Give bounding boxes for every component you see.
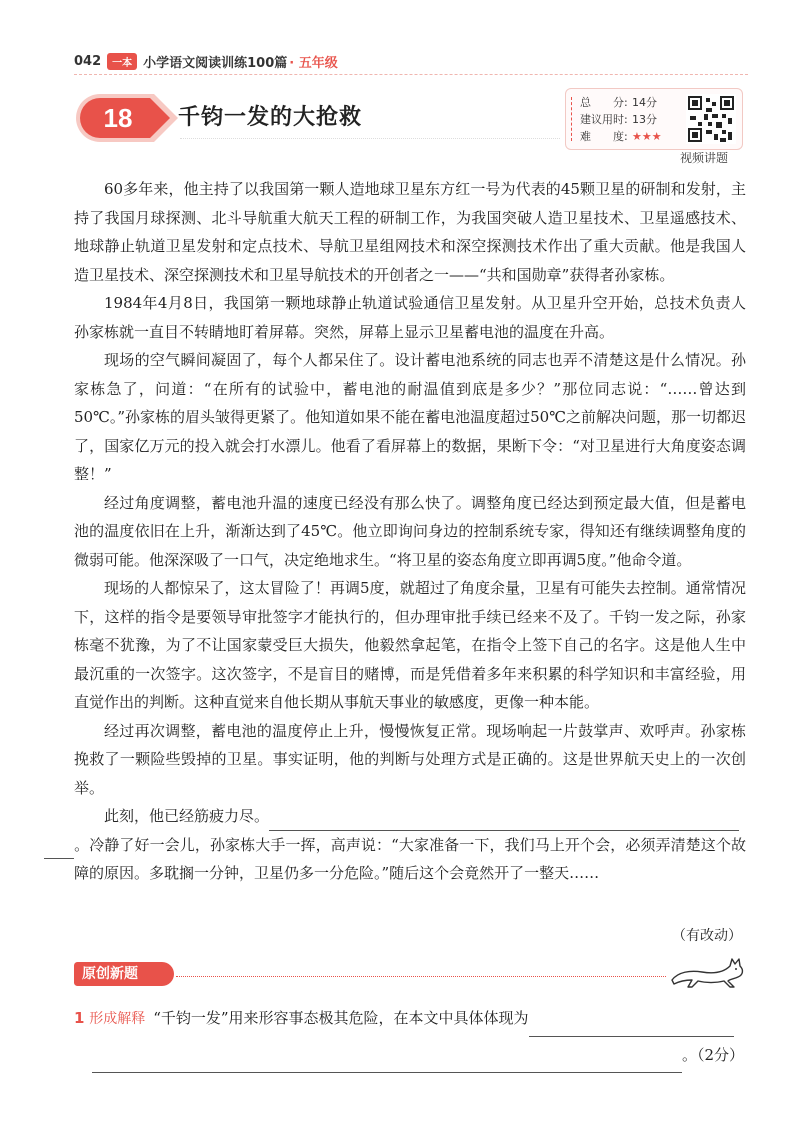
series-title: 小学语文阅读训练100篇 <box>143 55 288 71</box>
title-underline <box>180 138 560 139</box>
article-paragraph: 1984年4月8日，我国第一颗地球静止轨道试验通信卫星发射。从卫星升空开始，总技术负责人孙家栋就一直目不转睛地盯着屏幕。突然，屏幕上显示卫星蓄电池的温度在升高。 <box>74 294 746 341</box>
answer-blank-line[interactable] <box>529 1018 734 1037</box>
info-box <box>565 88 743 150</box>
article-paragraph: 现场的人都惊呆了，这太冒险了！再调5度，就超过了角度余量，卫星有可能失去控制。通常情况下，这样的指令是要领导审批签字才能执行的，但办理审批手续已经来不及了。千钧一发之际，孙家栋毫不犹豫，为了不让国家蒙受巨大损失，他毅然拿起笔，在指令上签下自己的名字。这是他人生中最沉重的一次签字。这次签字，不是盲目的赌博，而是凭借着多年来积累的科学知识和丰富经验，用直觉作出的判断。这种直觉来自他长期从事航天事业的敏感度，更像一种本能。 <box>74 579 746 711</box>
lesson-number: 18 <box>103 103 133 133</box>
suggested-time: 13分 <box>632 113 657 126</box>
grade-label: · 五年级 <box>289 55 338 71</box>
difficulty-row: 难 度: ★★★ <box>580 130 662 143</box>
video-explanation-link[interactable]: 视频讲题 <box>680 151 729 165</box>
info-stripe <box>571 97 572 141</box>
suggested-time-row: 建议用时: 13分 <box>580 113 657 126</box>
fill-in-blank-line[interactable] <box>269 812 739 831</box>
total-score: 14分 <box>632 96 657 109</box>
article-paragraph: 60多年来，他主持了以我国第一颗人造地球卫星东方红一号为代表的45颗卫星的研制和发射，主持了我国月球探测、北斗导航重大航天工程的研制工作，为我国突破人造卫星技术、卫星遥感技术、地球静止轨道卫星发射和定点技术、导航卫星组网技术和深空探测技术作出了重大贡献。他是我国人造卫星技术、深空探测技术和卫星导航技术的开创者之一——“共和国勋章”获得者孙家栋。 <box>74 180 746 284</box>
question-number: 1 <box>74 1009 85 1027</box>
article-paragraph: 现场的空气瞬间凝固了，每个人都呆住了。设计蓄电池系统的同志也弄不清楚这是什么情况。孙家栋急了，问道：“在所有的试验中，蓄电池的耐温值到底是多少？”那位同志说：“……曾达到50℃。”孙家栋的眉头皱得更紧了。他知道如果不能在蓄电池温度超过50℃之前解决问题，那一切都迟了，国家亿万元的投入就会打水漂儿。他看了看屏幕上的数据，果断下令：“对卫星进行大角度姿态调整！” <box>74 351 746 483</box>
difficulty-stars: ★★★ <box>632 130 662 143</box>
question-score: 。（2分） <box>682 1046 745 1064</box>
total-score-row: 总 分: 14分 <box>580 96 657 109</box>
qr-code-icon[interactable] <box>686 94 736 144</box>
section-dotted-line <box>176 976 666 977</box>
running-header <box>74 50 338 72</box>
source-note: （有改动） <box>672 928 742 944</box>
section-label: 原创新题 <box>74 962 174 986</box>
question-1 <box>74 1000 746 1073</box>
answer-blank-line-2[interactable] <box>92 1054 682 1073</box>
article-paragraph: 经过再次调整，蓄电池的温度停止上升，慢慢恢复正常。现场响起一片鼓掌声、欢呼声。孙家栋挽救了一颗险些毁掉的卫星。事实证明，他的判断与处理方式是正确的。这是世界航天史上的一次创举。 <box>74 721 746 797</box>
question-text: “千钧一发”用来形容事态极其危险，在本文中具体体现为 <box>153 1009 529 1027</box>
article-body <box>74 175 746 888</box>
article-paragraph-with-blank: 此刻，他已经筋疲力尽。 。冷静了好一会儿，孙家栋大手一挥，高声说：“大家准备一下，我们马上开个会，必须弄清楚这个故障的原因。多耽搁一分钟，卫星仍多一分危险。”随后这个会竟然开了一整天…… <box>74 802 746 888</box>
page-number: 042 <box>74 53 102 69</box>
lesson-title: 千钧一发的大抢救 <box>178 105 363 130</box>
article-paragraph: 经过角度调整，蓄电池升温的速度已经没有那么快了。调整角度已经达到预定最大值，但是蓄电池的温度依旧在上升，渐渐达到了45℃。他立即询问身边的控制系统专家，得知还有继续调整角度的微弱可能。他深深吸了一口气，决定绝地求生。“将卫星的姿态角度立即再调5度。”他命令道。 <box>74 493 746 569</box>
header-divider <box>74 74 748 75</box>
brand-logo: 一本 <box>107 53 137 70</box>
cat-illustration-icon <box>668 950 748 990</box>
lesson-number-badge <box>74 92 184 144</box>
fill-in-blank-line-continued[interactable] <box>44 840 74 859</box>
question-type-tag: 形成解释 <box>89 1011 146 1027</box>
